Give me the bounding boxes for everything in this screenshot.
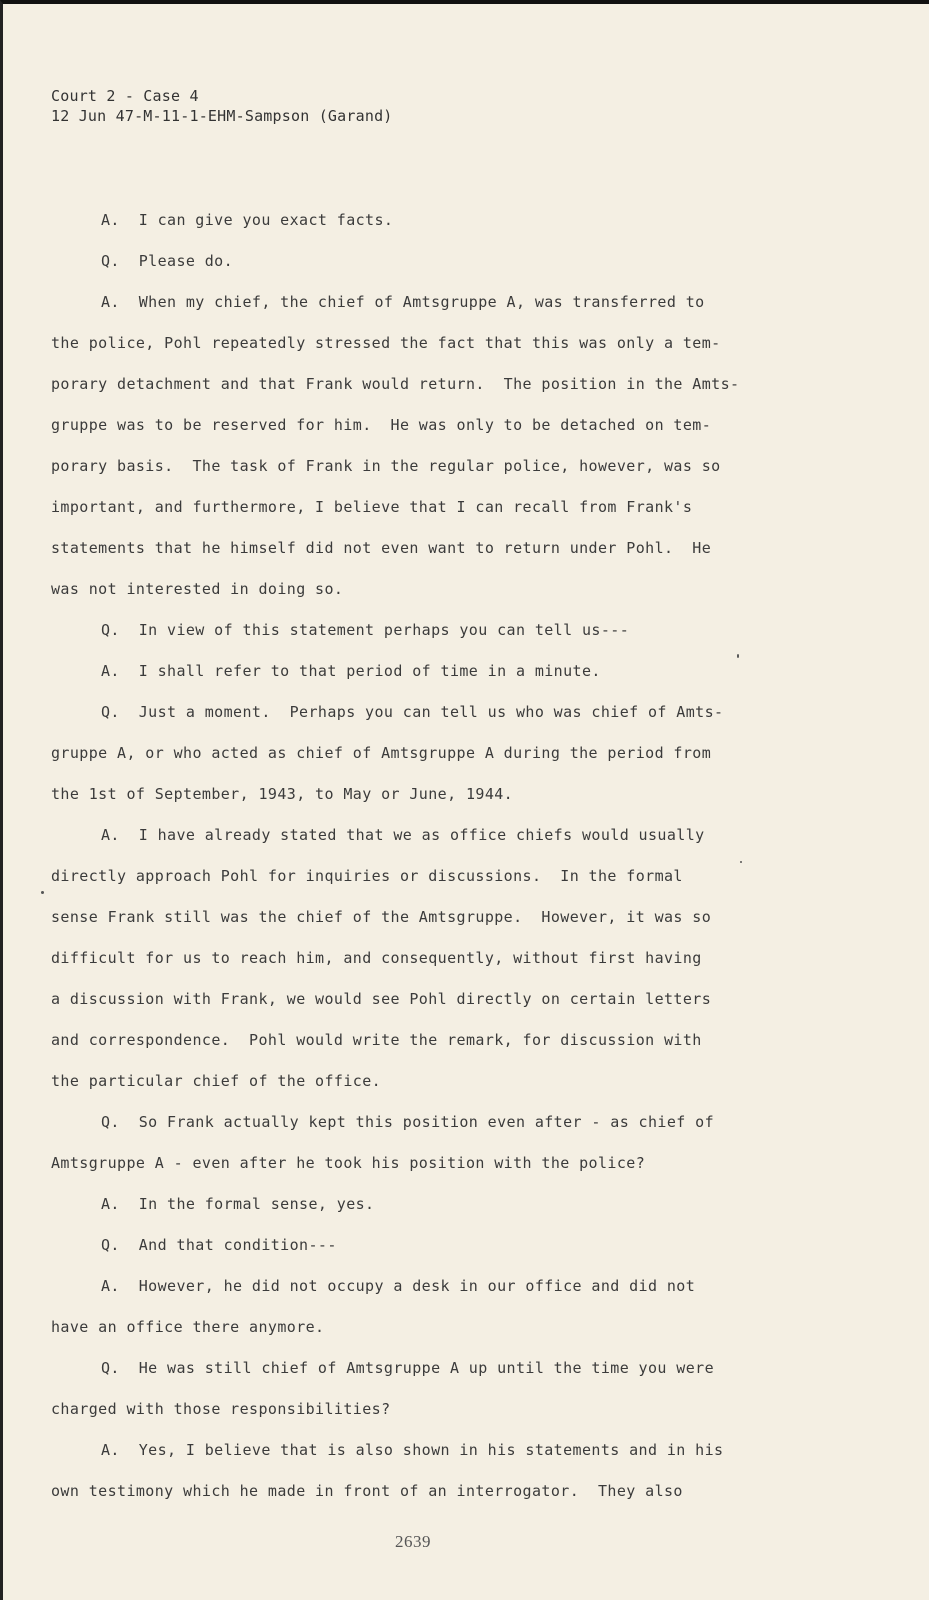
document-header [51, 86, 393, 126]
transcript-line: A. I have already stated that we as office chiefs would usually [101, 826, 705, 844]
transcript-line: gruppe was to be reserved for him. He was only to be detached on tem- [51, 416, 712, 434]
transcript-line: A. Yes, I believe that is also shown in his statements and in his [101, 1441, 724, 1459]
transcript-line: Q. He was still chief of Amtsgruppe A up until the time you were [101, 1359, 714, 1377]
transcript-line: Q. So Frank actually kept this position even after - as chief of [101, 1113, 714, 1131]
transcript-line: porary detachment and that Frank would return. The position in the Amts- [51, 375, 740, 393]
header-date-reference: 12 Jun 47-M-11-1-EHM-Sampson (Garand) [51, 107, 393, 125]
transcript-line: Q. Just a moment. Perhaps you can tell us who was chief of Amts- [101, 703, 724, 721]
transcript-line: have an office there anymore. [51, 1318, 325, 1336]
transcript-line: porary basis. The task of Frank in the regular police, however, was so [51, 457, 721, 475]
transcript-line: sense Frank still was the chief of the Amtsgruppe. However, it was so [51, 908, 712, 926]
transcript-line: the police, Pohl repeatedly stressed the fact that this was only a tem- [51, 334, 721, 352]
transcript-line: a discussion with Frank, we would see Pohl directly on certain letters [51, 990, 712, 1008]
transcript-line: was not interested in doing so. [51, 580, 344, 598]
transcript-line: the particular chief of the office. [51, 1072, 382, 1090]
transcript-line: own testimony which he made in front of an interrogator. They also [51, 1482, 683, 1500]
transcript-line: charged with those responsibilities? [51, 1400, 391, 1418]
transcript-line: A. However, he did not occupy a desk in our office and did not [101, 1277, 696, 1295]
transcript-line: A. When my chief, the chief of Amtsgruppe A, was transferred to [101, 293, 705, 311]
transcript-line: and correspondence. Pohl would write the remark, for discussion with [51, 1031, 702, 1049]
transcript-line: statements that he himself did not even want to return under Pohl. He [51, 539, 712, 557]
transcript-line: Q. Please do. [101, 252, 234, 270]
transcript-line: difficult for us to reach him, and consequently, without first having [51, 949, 702, 967]
transcript-line: directly approach Pohl for inquiries or discussions. In the formal [51, 867, 683, 885]
ink-speck [41, 891, 44, 894]
transcript-line: Q. And that condition--- [101, 1236, 337, 1254]
transcript-line: Amtsgruppe A - even after he took his position with the police? [51, 1154, 646, 1172]
transcript-line: the 1st of September, 1943, to May or June, 1944. [51, 785, 514, 803]
transcript-line: important, and furthermore, I believe that I can recall from Frank's [51, 498, 693, 516]
header-court-case: Court 2 - Case 4 [51, 87, 199, 105]
transcript-line: A. I can give you exact facts. [101, 211, 394, 229]
ink-speck [737, 654, 739, 658]
transcript-line: gruppe A, or who acted as chief of Amtsgruppe A during the period from [51, 744, 712, 762]
ink-speck [740, 861, 742, 863]
transcript-body [51, 200, 791, 1512]
transcript-line: Q. In view of this statement perhaps you can tell us--- [101, 621, 630, 639]
transcript-line: A. In the formal sense, yes. [101, 1195, 375, 1213]
page-number: 2639 [395, 1532, 431, 1551]
transcript-line: A. I shall refer to that period of time in a minute. [101, 662, 601, 680]
